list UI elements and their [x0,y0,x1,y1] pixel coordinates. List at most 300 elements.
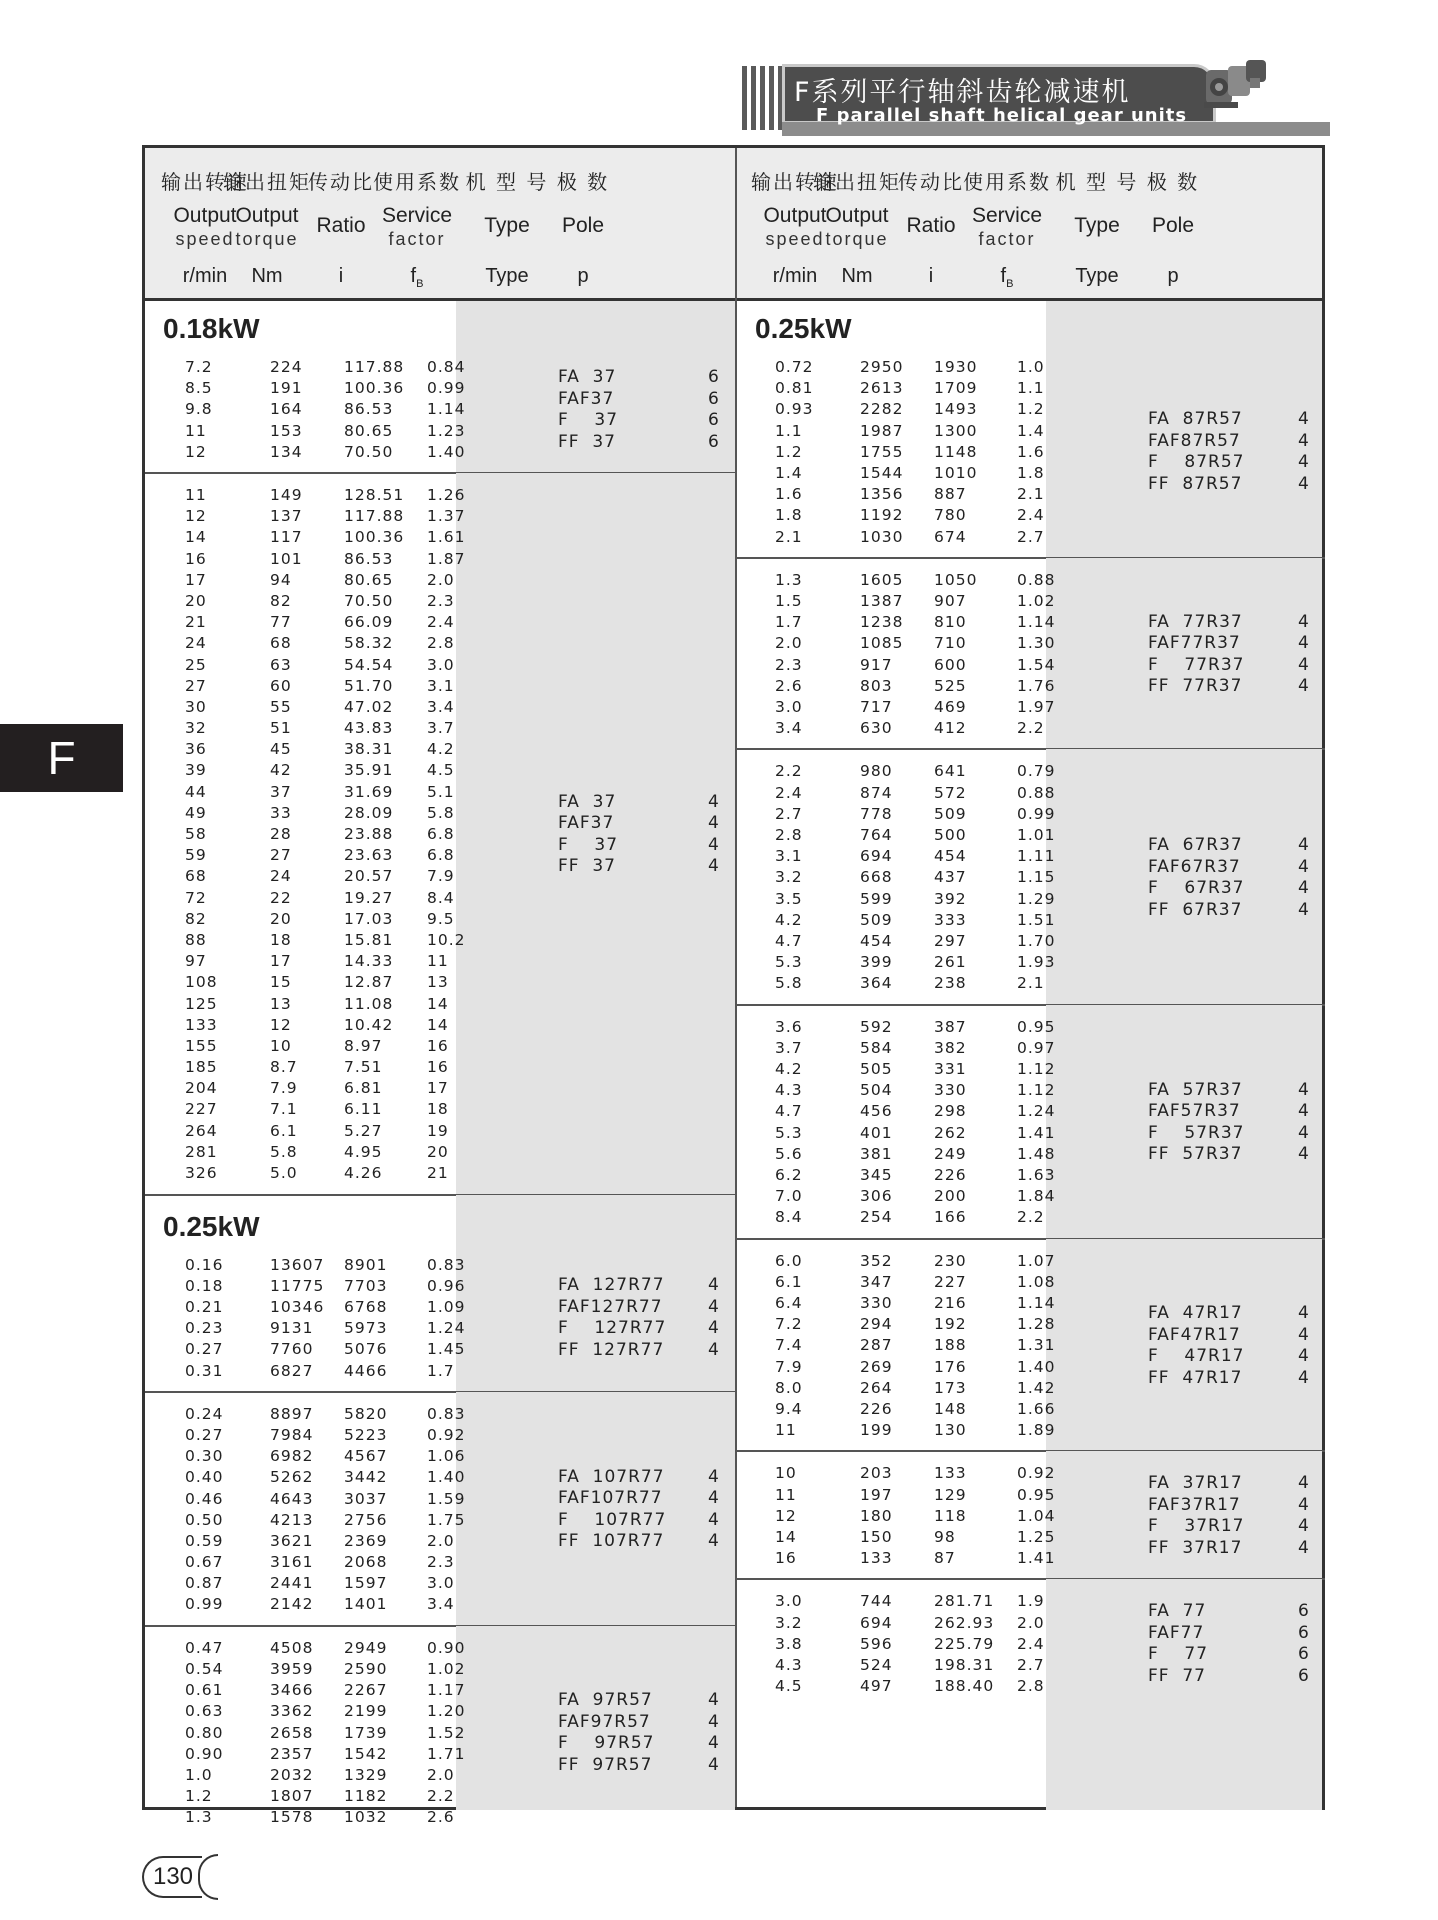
ratio: 38.31 [344,740,394,759]
service-factor: 2.7 [1017,1655,1045,1674]
service-factor: 2.0 [427,570,455,589]
service-factor: 1.1 [1017,379,1045,398]
output-speed: 11 [775,1421,797,1440]
pole-count: 4 [708,1275,720,1296]
ratio: 780 [934,506,967,525]
pole-count: 4 [708,834,720,855]
service-factor: 1.97 [1017,697,1056,716]
gear-type: F 97R57 [558,1733,655,1754]
header-en-sub-0: speed [765,229,825,249]
output-speed: 36 [185,740,207,759]
header-cn-2: 传动比 [898,170,964,194]
service-factor: 1.54 [1017,655,1056,674]
pole-count: 6 [1298,1644,1310,1665]
output-torque: 584 [860,1038,893,1057]
header-en-2: Ratio [316,214,366,237]
gear-type: FF 87R57 [1148,473,1243,494]
ratio: 412 [934,719,967,738]
output-torque: 7.1 [270,1100,298,1119]
ratio: 19.27 [344,888,394,907]
output-speed: 5.3 [775,953,803,972]
output-speed: 7.2 [185,358,213,376]
output-speed: 27 [185,676,207,695]
service-factor: 1.40 [427,442,466,461]
ratio: 43.83 [344,719,394,738]
service-factor: 21 [427,1164,449,1182]
ratio: 1930 [934,358,978,376]
output-speed: 10 [775,1464,797,1483]
header-en-sub-3: factor [978,229,1036,249]
output-torque: 1605 [860,570,904,589]
output-speed: 0.18 [185,1276,224,1295]
output-speed: 0.99 [185,1595,224,1614]
ratio: 281.71 [934,1592,995,1611]
output-torque: 63 [270,655,292,674]
header-unit-text: Type [1075,265,1119,287]
pole-count: 4 [1298,1537,1310,1558]
ratio: 2590 [344,1659,388,1678]
service-factor: 2.0 [1017,1613,1045,1632]
ratio: 600 [934,655,967,674]
output-speed: 1.0 [185,1765,213,1784]
output-torque: 22 [270,888,292,907]
output-speed: 3.8 [775,1634,803,1653]
service-factor: 0.84 [427,358,466,376]
gear-type: FAF47R17 [1148,1324,1241,1345]
service-factor: 0.83 [427,1404,466,1423]
pole-count: 4 [708,1754,720,1775]
service-factor: 1.24 [427,1319,466,1338]
output-torque: 7984 [270,1425,314,1444]
ratio: 188 [934,1336,967,1355]
output-speed: 4.5 [775,1677,803,1696]
ratio: 249 [934,1144,967,1163]
ratio: 437 [934,868,967,887]
output-speed: 155 [185,1036,218,1055]
output-speed: 4.7 [775,1102,803,1121]
pole-count: 4 [708,1318,720,1339]
output-speed: 24 [185,634,207,653]
output-torque: 33 [270,803,292,822]
gear-type: FA 37R17 [1148,1473,1243,1494]
output-torque: 694 [860,1613,893,1632]
ratio: 261 [934,953,967,972]
ratio: 262 [934,1123,967,1142]
ratio: 128.51 [344,486,405,504]
output-torque: 2658 [270,1723,314,1742]
output-speed: 264 [185,1121,218,1140]
ratio: 70.50 [344,591,394,610]
service-factor: 1.14 [1017,1293,1056,1312]
service-factor: 1.7 [427,1361,455,1380]
service-factor: 13 [427,973,449,992]
gear-type: F 107R77 [558,1509,667,1530]
output-speed: 0.81 [775,379,814,398]
pole-count: 6 [1298,1622,1310,1643]
output-speed: 0.87 [185,1574,224,1593]
output-speed: 2.1 [775,527,803,546]
output-torque: 45 [270,740,292,759]
gear-type: FF 37R17 [1148,1537,1243,1558]
output-speed: 0.47 [185,1638,224,1657]
ratio: 54.54 [344,655,394,674]
service-factor: 2.6 [427,1808,455,1827]
pole-count: 4 [1298,611,1310,632]
service-factor: 1.41 [1017,1123,1056,1142]
output-torque: 8897 [270,1404,314,1423]
output-speed: 227 [185,1100,218,1119]
output-torque: 12 [270,1015,292,1034]
gear-type: FAF87R57 [1148,430,1241,451]
output-speed: 133 [185,1015,218,1034]
section-title-power: 0.18kW [163,313,260,344]
gear-type: FAF127R77 [558,1296,663,1317]
pole-count: 4 [1298,452,1310,473]
service-factor: 1.75 [427,1510,466,1529]
output-torque: 20 [270,909,292,928]
output-torque: 1192 [860,506,904,525]
header-unit-text: r/min [772,265,818,287]
gear-type: FF 77 [1148,1665,1206,1686]
header-en-sub-1: torque [825,229,889,249]
gear-type: FA 127R77 [558,1275,665,1296]
ratio: 47.02 [344,697,394,716]
ratio: 1010 [934,463,978,482]
header-unit-text: p [577,265,589,287]
ratio: 1050 [934,570,978,589]
pole-count: 4 [1298,430,1310,451]
pole-count: 4 [1298,878,1310,898]
output-speed: 0.59 [185,1531,224,1550]
header-en-3: Service [381,204,453,227]
service-factor: 2.4 [1017,1634,1045,1653]
output-speed: 0.21 [185,1297,224,1316]
pole-count: 4 [708,1531,720,1552]
output-torque: 191 [270,379,303,398]
output-torque: 4508 [270,1638,314,1657]
output-torque: 456 [860,1102,893,1121]
output-torque: 117 [270,528,303,547]
output-torque: 3161 [270,1553,314,1572]
service-factor: 2.7 [1017,527,1045,546]
output-torque: 1755 [860,442,904,461]
ratio: 1709 [934,379,978,398]
ratio: 1401 [344,1595,388,1614]
service-factor: 3.0 [427,655,455,674]
ratio: 887 [934,485,967,504]
output-torque: 3959 [270,1659,314,1678]
output-speed: 3.1 [775,847,803,866]
header-cn-0: 输出转速 [751,170,839,194]
output-speed: 185 [185,1058,218,1077]
output-speed: 0.24 [185,1404,224,1423]
ratio: 2369 [344,1531,388,1550]
output-torque: 224 [270,358,303,376]
output-torque: 287 [860,1336,893,1355]
header-en-3: Service [971,204,1043,227]
output-speed: 88 [185,930,207,949]
output-torque: 2032 [270,1765,314,1784]
output-torque: 4213 [270,1510,314,1529]
service-factor: 2.4 [1017,506,1045,525]
output-torque: 24 [270,867,292,886]
service-factor: 1.48 [1017,1144,1056,1163]
output-torque: 254 [860,1208,893,1227]
gear-type: FA 57R37 [1148,1079,1243,1100]
service-factor: 18 [427,1100,449,1119]
service-factor: 8.4 [427,888,455,907]
output-torque: 7760 [270,1340,314,1359]
ratio: 200 [934,1187,967,1206]
ratio: 238 [934,974,967,993]
header-en-sub-0: speed [175,229,235,249]
output-torque: 51 [270,719,292,738]
output-speed: 1.3 [185,1808,213,1827]
selection-table [142,145,1325,1827]
output-torque: 2613 [860,379,904,398]
output-speed: 0.67 [185,1553,224,1572]
output-torque: 1085 [860,634,904,653]
service-factor: 2.8 [427,634,455,653]
service-factor: 1.02 [427,1659,466,1678]
output-torque: 6982 [270,1447,314,1466]
ratio: 1739 [344,1723,388,1742]
output-torque: 381 [860,1144,893,1163]
output-speed: 4.7 [775,931,803,950]
service-factor: 1.08 [1017,1272,1056,1291]
output-torque: 1807 [270,1787,314,1806]
ratio: 70.50 [344,442,394,461]
ratio: 117.88 [344,507,405,526]
ratio: 1542 [344,1744,388,1763]
pole-count: 4 [1298,654,1310,675]
ratio: 2267 [344,1681,388,1700]
output-speed: 82 [185,909,207,928]
output-torque: 28 [270,825,292,843]
gear-type: FA 47R17 [1148,1303,1243,1323]
service-factor: 1.63 [1017,1165,1056,1184]
service-factor: 0.99 [1017,804,1056,823]
service-factor: 3.0 [427,1574,455,1593]
output-speed: 3.2 [775,1613,803,1632]
output-speed: 3.0 [775,1592,803,1611]
ratio: 5820 [344,1404,388,1423]
ratio: 2756 [344,1510,388,1529]
ratio: 392 [934,889,967,908]
output-torque: 55 [270,697,292,716]
pole-count: 4 [1298,1144,1310,1165]
ratio: 3037 [344,1489,388,1508]
ratio: 7703 [344,1276,388,1295]
output-speed: 49 [185,803,207,822]
header-en-4: Type [484,214,530,237]
output-torque: 77 [270,613,292,632]
header-unit-text: i [338,265,344,287]
ratio: 11.08 [344,994,394,1013]
service-factor: 4.5 [427,761,455,780]
ratio: 230 [934,1251,967,1270]
output-torque: 8.7 [270,1058,298,1077]
ratio: 4567 [344,1447,388,1466]
gear-type: F 57R37 [1148,1122,1245,1143]
output-torque: 164 [270,400,303,419]
ratio: 216 [934,1293,967,1312]
output-speed: 5.3 [775,1123,803,1142]
gear-type: FAF37R17 [1148,1494,1241,1515]
header-cn-5: 极 数 [1146,170,1200,194]
service-factor: 5.8 [427,803,455,822]
pole-count: 4 [1298,1494,1310,1515]
service-factor: 2.3 [427,1553,455,1572]
ratio: 710 [934,634,967,653]
pole-count: 4 [1298,1346,1310,1366]
ratio: 31.69 [344,782,394,801]
ratio: 226 [934,1165,967,1184]
ratio: 500 [934,825,967,844]
service-factor: 2.2 [1017,719,1045,738]
output-torque: 668 [860,868,893,887]
pole-count: 4 [1298,1101,1310,1122]
ratio: 7.51 [344,1058,383,1077]
ratio: 298 [934,1102,967,1121]
output-speed: 125 [185,994,218,1013]
service-factor: 2.4 [427,613,455,632]
gear-type: F 37R17 [1148,1516,1245,1537]
header-unit-text: f [410,265,417,287]
ratio: 227 [934,1272,967,1291]
service-factor: 1.12 [1017,1059,1056,1078]
output-speed: 3.7 [775,1038,803,1057]
gear-type: FA 37 [558,791,617,812]
service-factor: 1.59 [427,1489,466,1508]
ratio: 28.09 [344,803,394,822]
header-en-0: Output [173,204,237,227]
ratio: 1300 [934,421,978,440]
ratio: 86.53 [344,400,394,419]
output-speed: 2.3 [775,655,803,674]
output-speed: 7.0 [775,1187,803,1206]
header-en-2: Ratio [906,214,956,237]
output-speed: 1.1 [775,421,803,440]
pole-count: 4 [1298,1079,1310,1100]
gear-type: F 77 [1148,1644,1209,1665]
output-torque: 294 [860,1315,893,1334]
output-speed: 2.4 [775,783,803,802]
header-en-0: Output [763,204,827,227]
ratio: 80.65 [344,421,394,440]
output-torque: 197 [860,1485,893,1504]
ratio: 225.79 [934,1634,995,1653]
ratio: 87 [934,1549,956,1568]
pole-count: 4 [1298,1473,1310,1494]
page-number: 130 [142,1856,202,1898]
ratio: 382 [934,1038,967,1057]
ratio: 1148 [934,442,978,461]
output-torque: 149 [270,486,303,504]
pole-count: 4 [708,856,720,877]
service-factor: 14 [427,1015,449,1034]
output-torque: 630 [860,719,893,738]
gear-type: FA 67R37 [1148,835,1243,855]
output-torque: 399 [860,953,893,972]
header-cn-1: 输出扭矩 [813,170,901,194]
gear-type: FAF97R57 [558,1711,651,1732]
gear-type: FAF37 [558,813,615,834]
output-speed: 8.4 [775,1208,803,1227]
output-speed: 1.4 [775,463,803,482]
output-speed: 1.5 [775,591,803,610]
service-factor: 1.23 [427,421,466,440]
output-torque: 18 [270,930,292,949]
service-factor: 1.2 [1017,400,1045,419]
output-speed: 1.8 [775,506,803,525]
gear-type: FAF77R37 [1148,633,1241,654]
output-speed: 0.46 [185,1489,224,1508]
output-torque: 134 [270,442,303,461]
output-speed: 58 [185,825,207,843]
output-speed: 20 [185,591,207,610]
output-speed: 2.8 [775,825,803,844]
output-speed: 0.40 [185,1468,224,1487]
output-speed: 108 [185,973,218,992]
output-speed: 0.54 [185,1659,224,1678]
service-factor: 1.04 [1017,1506,1056,1525]
output-speed: 14 [775,1527,797,1546]
ratio: 1329 [344,1765,388,1784]
output-torque: 10346 [270,1297,325,1316]
service-factor: 3.4 [427,1595,455,1614]
column-divider [735,148,737,1807]
output-speed: 3.0 [775,697,803,716]
service-factor: 2.0 [427,1765,455,1784]
service-factor: 17 [427,1079,449,1098]
gear-type: F 67R37 [1148,878,1245,898]
pole-count: 4 [1298,473,1310,494]
service-factor: 6.8 [427,825,455,843]
service-factor: 1.14 [1017,613,1056,632]
pole-count: 4 [1298,899,1310,920]
service-factor: 1.6 [1017,442,1045,461]
header-unit-text: Nm [841,265,873,287]
ratio: 1182 [344,1787,388,1806]
ratio: 188.40 [934,1677,995,1696]
output-speed: 12 [775,1506,797,1525]
output-torque: 2282 [860,400,904,419]
output-speed: 2.0 [775,634,803,653]
output-torque: 133 [860,1549,893,1568]
output-speed: 3.6 [775,1017,803,1036]
service-factor: 1.66 [1017,1399,1056,1418]
service-factor: 1.84 [1017,1187,1056,1206]
header-cn-5: 极 数 [556,170,610,194]
output-torque: 10 [270,1036,292,1055]
pole-count: 6 [1298,1665,1310,1686]
service-factor: 3.4 [427,697,455,716]
pole-count: 4 [708,1711,720,1732]
output-speed: 14 [185,528,207,547]
ratio: 1597 [344,1574,388,1593]
output-torque: 9131 [270,1319,314,1338]
ratio: 23.88 [344,825,394,843]
ratio: 15.81 [344,930,394,949]
section-tab: F [0,724,123,792]
output-speed: 0.63 [185,1702,224,1721]
output-speed: 7.2 [775,1315,803,1334]
gear-type: FF 37 [558,856,616,877]
pole-count: 6 [708,367,720,387]
service-factor: 1.71 [427,1744,466,1763]
ratio: 509 [934,804,967,823]
